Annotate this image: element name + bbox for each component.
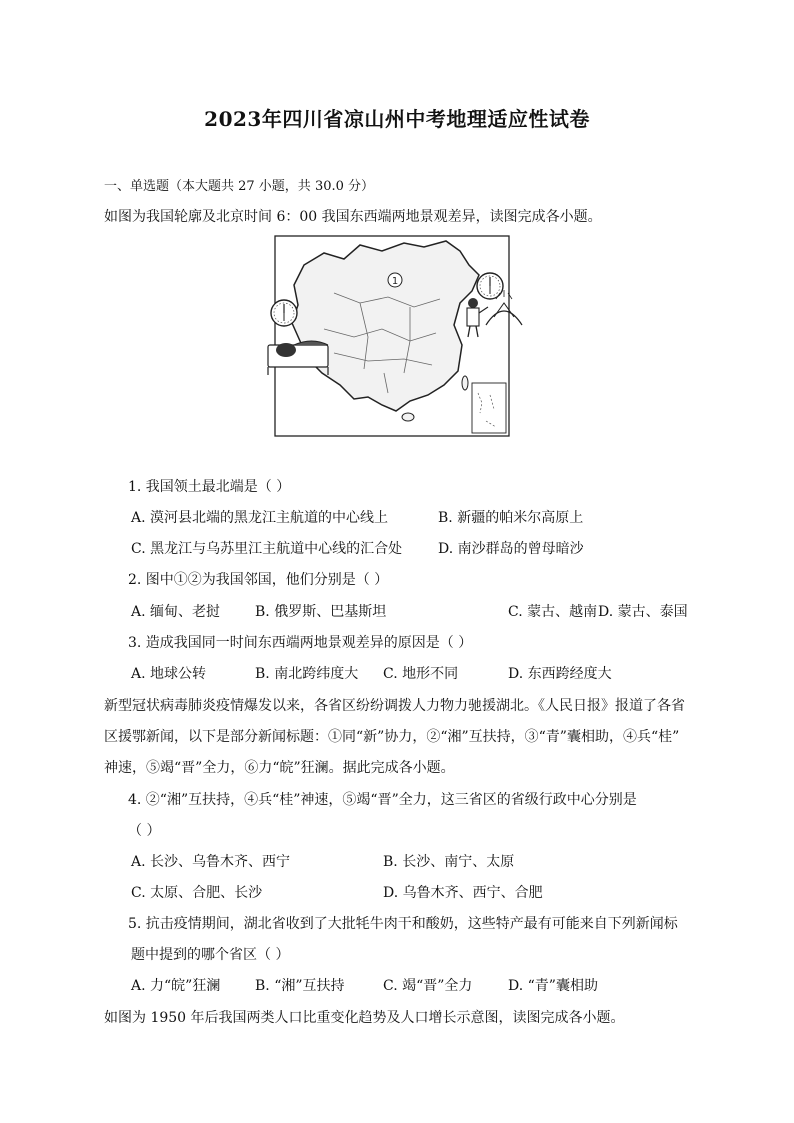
question-2-option-c: C. 蒙古、越南 [508, 604, 598, 620]
intro-news-line-3: 神速，⑤竭“晋”全力，⑥力“皖”狂澜。据此完成各小题。 [104, 760, 455, 776]
question-5-stem: 5. 抗击疫情期间，湖北省收到了大批牦牛肉干和酸奶，这些特产最有可能来自下列新闻标 [128, 916, 678, 932]
svg-text:1: 1 [391, 276, 399, 287]
intro-news-line-1: 新型冠状病毒肺炎疫情爆发以来，各省区纷纷调拨人力物力驰援湖北。《人民日报》报道了各省 [104, 698, 685, 714]
question-5-option-b: B. “湘”互扶持 [255, 978, 345, 994]
question-4-stem: 4. ②“湘”互扶持，④兵“桂”神速，⑤竭“晋”全力，这三省区的省级行政中心分别是 [128, 792, 637, 808]
question-4-option-a: A. 长沙、乌鲁木齐、西宁 [131, 854, 291, 870]
question-1-option-a: A. 漠河县北端的黑龙江主航道的中心线上 [131, 510, 389, 526]
question-3-option-c: C. 地形不同 [383, 666, 459, 682]
question-4-option-c: C. 太原、合肥、长沙 [131, 885, 263, 901]
question-2-option-a: A. 缅甸、老挝 [131, 604, 221, 620]
intro-population-question: 如图为 1950 年后我国两类人口比重变化趋势及人口增长示意图，读图完成各小题。 [104, 1010, 625, 1026]
question-1-stem: 1. 我国领土最北端是（ ） [128, 479, 291, 495]
question-2-option-b: B. 俄罗斯、巴基斯坦 [255, 604, 387, 620]
intro-map-question: 如图为我国轮廓及北京时间 6：00 我国东西端两地景观差异，读图完成各小题。 [104, 209, 602, 225]
question-4-option-d: D. 乌鲁木齐、西宁、合肥 [383, 885, 543, 901]
page-title: 2023年四川省凉山州中考地理适应性试卷 [204, 107, 590, 131]
question-2-option-d: D. 蒙古、泰国 [598, 604, 688, 620]
question-1-option-b: B. 新疆的帕米尔高原上 [438, 510, 584, 526]
section-heading: 一、单选题（本大题共 27 小题，共 30.0 分） [104, 179, 375, 194]
question-5-option-c: C. 竭“晋”全力 [383, 978, 473, 994]
question-4-option-b: B. 长沙、南宁、太原 [383, 854, 515, 870]
china-map-figure [264, 233, 530, 439]
question-5-option-a: A. 力“皖”狂澜 [131, 978, 221, 994]
question-4-stem-cont: （ ） [128, 823, 161, 839]
question-3-option-d: D. 东西跨经度大 [508, 666, 612, 682]
question-3-option-a: A. 地球公转 [131, 666, 207, 682]
question-1-option-c: C. 黑龙江与乌苏里江主航道中心线的汇合处 [131, 541, 403, 557]
question-2-stem: 2. 图中①②为我国邻国，他们分别是（ ） [128, 572, 389, 588]
question-5-option-d: D. “青”囊相助 [508, 978, 598, 994]
intro-news-line-2: 区援鄂新闻，以下是部分新闻标题：①同“新”协力，②“湘”互扶持，③“青”囊相助，④兵“桂” [104, 729, 680, 745]
question-1-option-d: D. 南沙群岛的曾母暗沙 [438, 541, 584, 557]
question-5-stem-cont: 题中提到的哪个省区（ ） [131, 947, 290, 963]
question-3-stem: 3. 造成我国同一时间东西端两地景观差异的原因是（ ） [128, 635, 473, 651]
question-3-option-b: B. 南北跨纬度大 [255, 666, 359, 682]
